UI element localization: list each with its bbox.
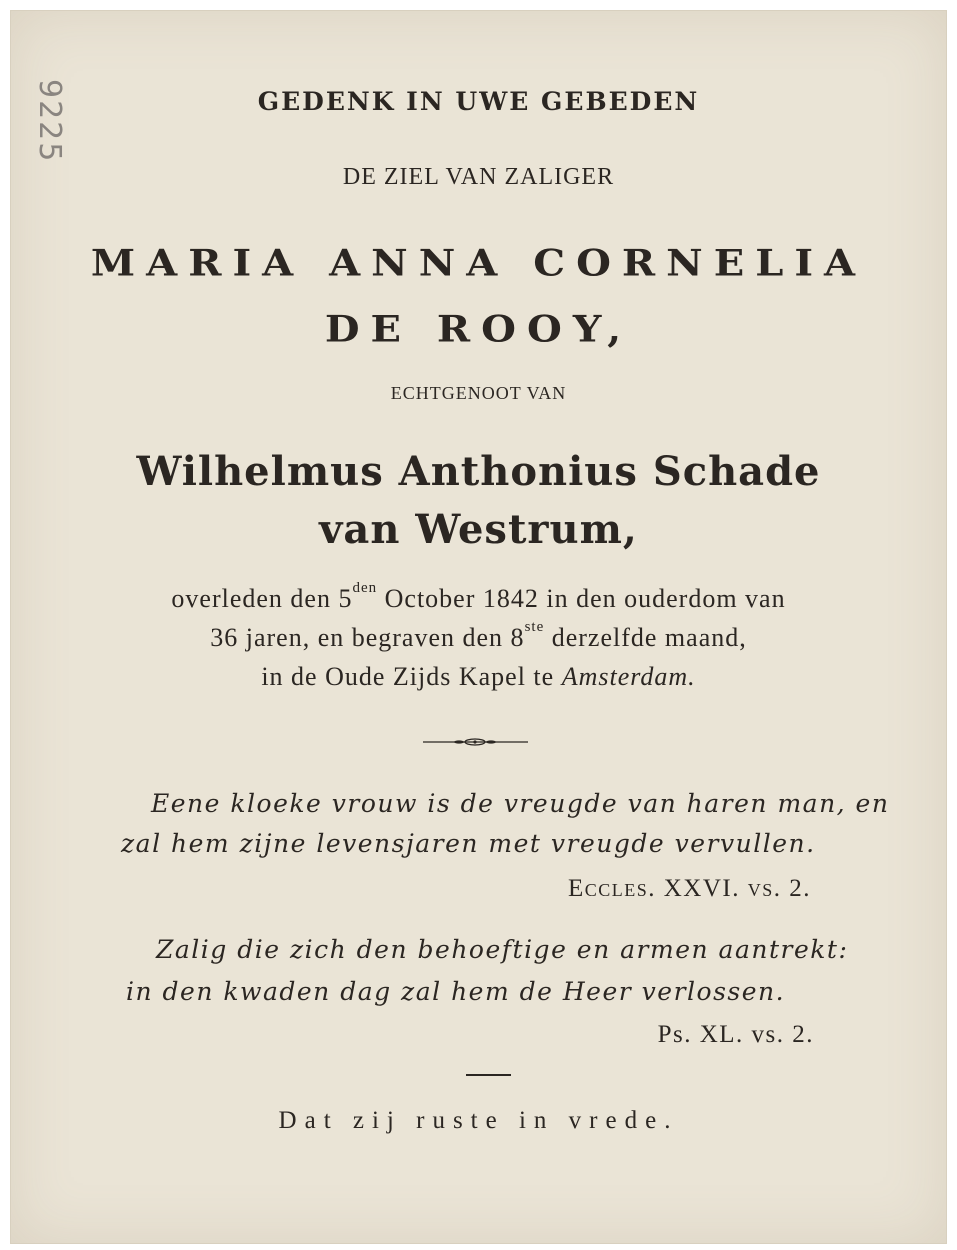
death-date-text: overleden den 5 [171, 584, 353, 613]
spouse-label: ECHTGENOOT VAN [390, 383, 567, 403]
ornament-divider-icon [423, 737, 528, 747]
burial-city: Amsterdam. [561, 662, 696, 691]
burial-date-line [11, 619, 946, 653]
verse1-line1: Eene kloeke vrouw is de vreugde van haren man, en [151, 789, 890, 818]
death-date-text-rest: October 1842 in den ouderdom van [377, 584, 786, 613]
burial-date-text-rest: derzelfde maand, [544, 623, 747, 652]
heading-soul: DE ZIEL VAN ZALIGER [342, 164, 615, 190]
deceased-name-line1: MARIA ANNA CORNELIA [90, 242, 867, 285]
death-date-line [11, 580, 946, 614]
burial-date-text: 36 jaren, en begraven den 8 [210, 623, 525, 652]
verse2-reference: Ps. XL. vs. 2. [657, 1021, 814, 1048]
memorial-card [10, 10, 947, 1244]
burial-day-suffix: ste [524, 619, 545, 635]
deceased-name-line2: DE ROOY, [324, 308, 633, 351]
death-day-suffix: den [352, 580, 378, 596]
burial-place-line [11, 662, 946, 692]
heading-prayer: GEDENK IN UWE GEBEDEN [257, 87, 700, 116]
verse1-reference: Eccles. XXVI. vs. 2. [567, 875, 811, 902]
spouse-name-line2: van Westrum, [319, 506, 638, 553]
pencil-inventory-number: 9225 [32, 79, 67, 164]
spouse-name-line1: Wilhelmus Anthonius Schade [136, 448, 821, 495]
burial-place-text: in de Oude Zijds Kapel te [261, 662, 562, 691]
closing-prayer: Dat zij ruste in vrede. [278, 1107, 679, 1134]
verse2-line2: in den kwaden dag zal hem de Heer verlossen. [126, 977, 786, 1006]
closing-rule [466, 1074, 511, 1076]
verse2-line1: Zalig die zich den behoeftige en armen aantrekt: [156, 935, 849, 964]
verse1-line2: zal hem zijne levensjaren met vreugde vervullen. [121, 829, 816, 858]
